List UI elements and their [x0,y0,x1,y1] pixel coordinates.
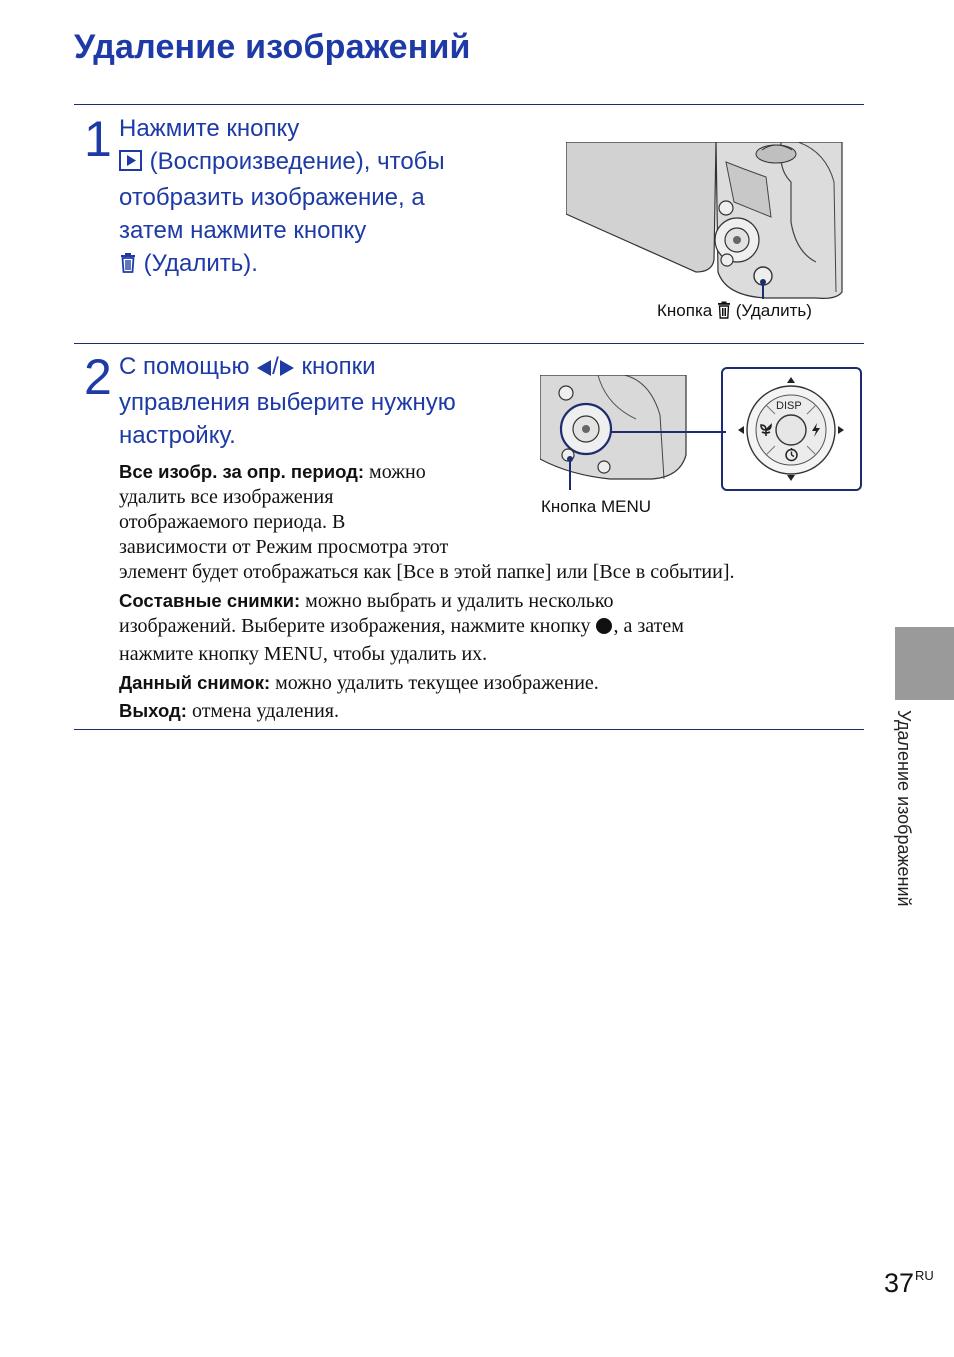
step-1-line-4: затем нажмите кнопку [119,217,367,244]
step-1-line-5: (Удалить). [143,250,258,277]
step-1-line-3: отобразить изображение, а [119,184,425,211]
caption-prefix: Кнопка [657,301,713,320]
section-side-tab [895,627,954,700]
left-triangle-icon [256,353,272,386]
top-rule [74,104,864,105]
option-all-term: Все изобр. за опр. период: [119,461,365,482]
option-multi-desc-2a: изображений. Выберите изображения, нажмите кнопку [119,615,591,637]
bottom-rule [74,729,864,730]
trash-icon [119,250,137,283]
side-section-label: Удаление изображений [894,710,914,907]
option-all-desc-1: можно [369,461,426,483]
option-all-desc-4: зависимости от Режим просмотра этот [119,536,449,558]
step-2-line-1c: кнопки [301,353,376,380]
step-2-line-2: управления выберите нужную [119,389,456,416]
option-multi-desc-2b: , а затем [613,615,684,637]
disp-label: DISP [776,400,802,412]
step-divider-rule [74,343,864,344]
option-this-desc: можно удалить текущее изображение. [275,672,599,694]
step-2-line-1a: С помощью [119,353,250,380]
option-multi-desc-3: нажмите кнопку MENU, чтобы удалить их. [119,643,488,665]
page-number [884,1268,934,1299]
option-multi-desc-1: можно выбрать и удалить несколько [305,590,614,612]
self-timer-icon [784,447,799,467]
delete-button-caption [657,301,812,324]
options-list [119,459,735,724]
option-all-desc-3: отображаемого периода. В [119,511,346,533]
play-icon [119,148,143,181]
menu-button-caption: Кнопка MENU [541,497,651,516]
option-exit-term: Выход: [119,700,187,721]
step-2-number: 2 [84,349,112,405]
step-1-text [119,112,445,283]
step-2-line-3: настройку. [119,422,236,449]
step-2-text [119,350,456,452]
option-exit-desc: отмена удаления. [191,700,339,722]
step-1-line-2: (Воспроизведение), чтобы [149,148,445,175]
flash-icon [809,422,823,443]
center-button-dot-icon [595,617,613,642]
control-dial-zoom-box [721,367,862,491]
page-title: Удаление изображений [74,28,471,66]
option-all-desc-5: элемент будет отображаться как [Все в этой папке] или [Все в событии]. [119,561,735,583]
step-2-line-1b: / [272,353,279,380]
trash-small-icon [717,301,731,324]
option-all-desc-2: удалить все изображения [119,486,334,508]
page-number-value: 37 [884,1268,915,1298]
page-number-suffix: RU [915,1268,934,1283]
option-this-term: Данный снимок: [119,672,271,693]
caption-suffix: (Удалить) [735,301,812,320]
step-1-line-1: Нажмите кнопку [119,115,300,142]
right-triangle-icon [279,353,295,386]
macro-icon [758,422,774,443]
camera-back-illustration [566,142,844,307]
step-1-number: 1 [84,111,112,167]
option-multi-term: Составные снимки: [119,590,301,611]
